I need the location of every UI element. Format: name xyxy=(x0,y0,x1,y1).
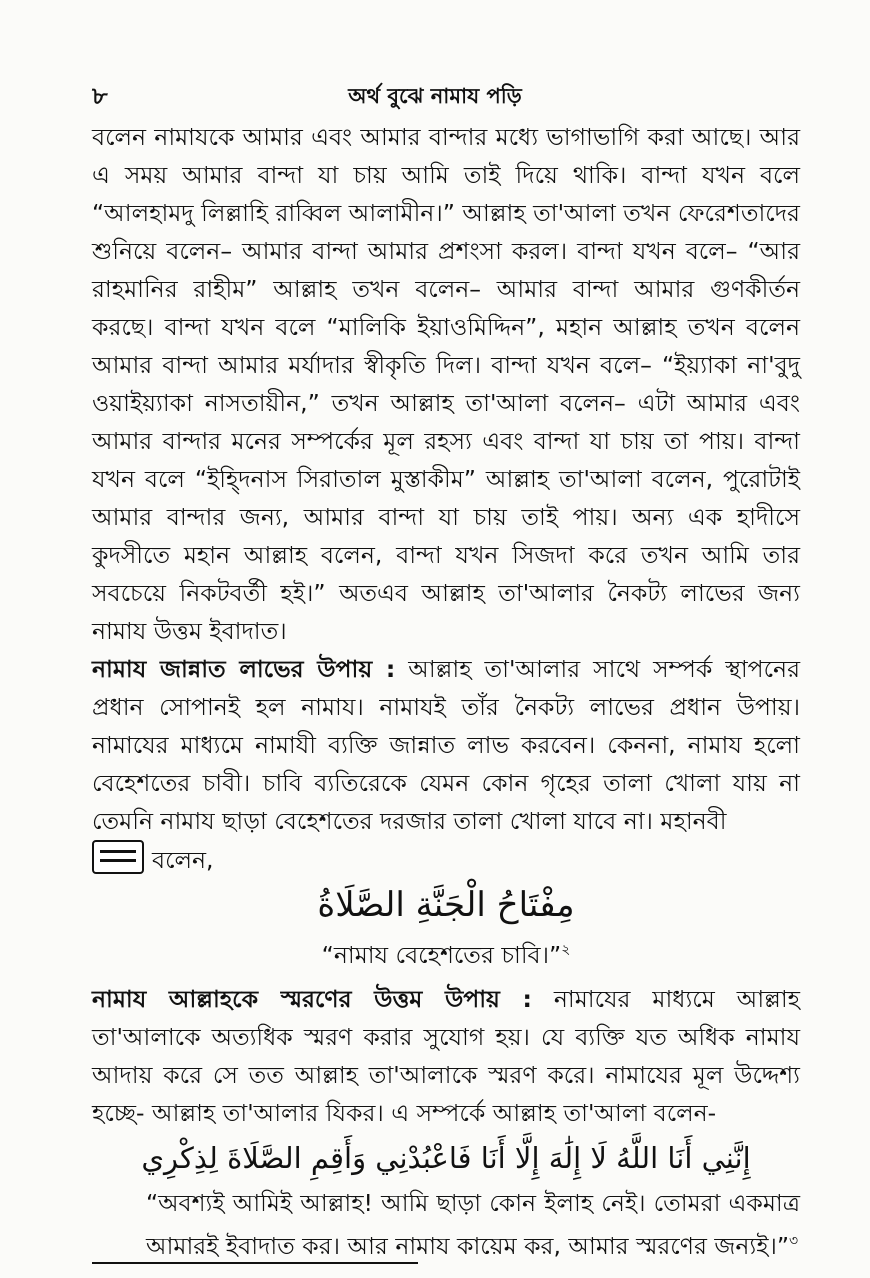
honorific-line xyxy=(92,840,800,879)
running-title: অর্থ বুঝে নামায পড়ি xyxy=(348,84,522,108)
section-text-remembrance: নামাযের মাধ্যমে আল্লাহ তা'আলাকে অত্যধিক স্মরণ করার সুযোগ হয়। যে ব্যক্তি যত অধিক নামায আদায় করে সে তত আল্লাহ তা'আলাকে স্মরণ করে। নামাযের মূল উদ্দেশ্য হচ্ছে- আল্লাহ তা'আলার যিকর। এ সম্পর্কে আল্লাহ তা'আলা বলেন- xyxy=(92,984,800,1127)
page-header xyxy=(92,72,778,108)
verse-translation-text: “অবশ্যই আমিই আল্লাহ! আমি ছাড়া কোন ইলাহ নেই। তোমরা একমাত্র আমারই ইবাদাত কর। আর নামায কায়েম কর, আমার স্মরণের জন্যই।” xyxy=(146,1188,800,1260)
arabic-verse: إِنَّنِي أَنَا اللَّهُ لَا إِلَٰهَ إِلَّا أَنَا فَاعْبُدْنِي وَأَقِمِ الصَّلَاةَ لِذِكْرِي xyxy=(141,1140,751,1175)
hadith-translation xyxy=(92,931,800,974)
section-heading-remembrance: নামায আল্লাহকে স্মরণের উত্তম উপায় : xyxy=(92,984,532,1013)
footnote-ref-3: ৩ xyxy=(789,1232,799,1249)
footnote-divider xyxy=(92,1262,418,1264)
says-label: বলেন, xyxy=(152,846,214,874)
paragraph-hadith-qudsi: বলেন নামাযকে আমার এবং আমার বান্দার মধ্যে ভাগাভাগি করা আছে। আর এ সময় আমার বান্দা যা চায় আমি তাই দিয়ে থাকি। বান্দা যখন বলে “আলহামদু লিল্লাহি রাব্বিল আলামীন।” আল্লাহ তা'আলা তখন ফেরেশতাদের শুনিয়ে বলেন– আমার বান্দা আমার প্রশংসা করল। বান্দা যখন বলে– “আর রাহমানির রাহীম” আল্লাহ তখন বলেন– আমার বান্দা আমার গুণকীর্তন করছে। বান্দা যখন বলে “মালিকি ইয়াওমিদ্দিন”, মহান আল্লাহ তখন বলেন আমার বান্দা আমার মর্যাদার স্বীকৃতি দিল। বান্দা যখন বলে– “ইয়্যাকা না'বুদু ওয়াইয়্যাকা নাসতায়ীন,” তখন আল্লাহ তা'আলা বলেন– এটা আমার এবং আমার বান্দার মনের সম্পর্কের মূল রহস্য এবং বান্দা যা চায় তা পায়। বান্দা যখন বলে “ইহ্দিনাস সিরাতাল মুস্তাকীম” আল্লাহ তা'আলা বলেন, পুরোটাই আমার বান্দার জন্য, আমার বান্দা যা চায় তাই পায়। অন্য এক হাদীসে কুদসীতে মহান আল্লাহ বলেন, বান্দা যখন সিজদা করে তখন আমি তার সবচেয়ে নিকটবর্তী হই।” অতএব আল্লাহ তা'আলার নৈকট্য লাভের জন্য নামায উত্তম ইবাদাত। xyxy=(92,123,800,645)
page-number: ৮ xyxy=(92,82,108,110)
footnote-ref-2: ২ xyxy=(561,942,571,958)
page-body xyxy=(92,118,800,1265)
section-paradise xyxy=(92,650,800,840)
section-remembrance xyxy=(92,980,800,1132)
hadith-translation-text: “নামায বেহেশতের চাবি।” xyxy=(321,940,562,969)
verse-translation xyxy=(92,1184,800,1265)
section-text-paradise: আল্লাহ তা'আলার সাথে সম্পর্ক স্থাপনের প্রধান সোপানই হল নামায। নামাযই তাঁর নৈকট্য লাভের প্রধান উপায়। নামাযের মাধ্যমে নামাযী ব্যক্তি জান্নাত লাভ করবেন। কেননা, নামায হলো বেহেশতের চাবী। চাবি ব্যতিরেকে যেমন কোন গৃহের তালা খোলা যায় না তেমনি নামায ছাড়া বেহেশতের দরজার তালা খোলা যাবে না। মহানবী xyxy=(92,655,801,835)
arabic-hadith: مِفْتَاحُ الْجَنَّةِ الصَّلَاةُ xyxy=(317,885,575,925)
section-heading-paradise: নামায জান্নাত লাভের উপায় : xyxy=(92,655,396,683)
salawat-calligraphy-icon xyxy=(92,840,144,874)
